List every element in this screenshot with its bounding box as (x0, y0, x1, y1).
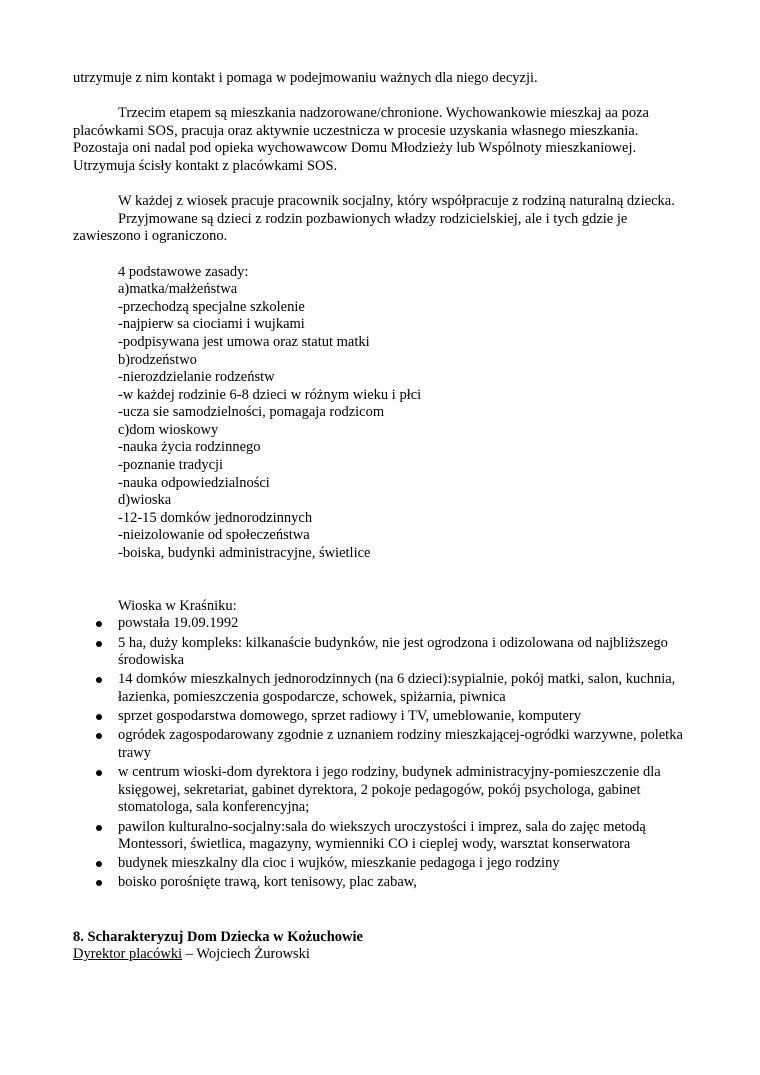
spacer (73, 563, 688, 581)
bullet-icon (96, 733, 102, 739)
rules-line: -nauka życia rodzinnego (118, 439, 261, 456)
paragraph-admission: Przyjmowane są dzieci z rodzin pozbawionych władzy rodzicielskiej, ale i tych gdzie je zawieszono i ograniczono. (73, 210, 628, 245)
rules-line: -najpierw sa ciociami i wujkami (118, 316, 305, 333)
spacer (73, 246, 688, 264)
list-item (73, 635, 688, 670)
list-item-text: w centrum wioski-dom dyrektora i jego rodziny, budynek administracyjny-pomieszczenie dla księgowej, sekretariat, gabinet dyrektora, 2 pokoje pedagogów, pokój psychologa, gabinet stomatologa, sala konferencyjna; (118, 764, 661, 816)
rules-list (118, 264, 688, 563)
spacer (73, 894, 688, 912)
spacer (73, 580, 688, 598)
paragraph-third-stage: Trzecim etapem są mieszkania nadzorowane/chronione. Wychowankowie mieszkaj aa poza placówkami SOS, pracuja oraz aktywnie uczestnicza w procesie uzyskania własnego mieszkania. Pozostaja oni nadal pod opieka wychowawcow Domu Młodzieży lub Wspólnoty mieszkaniowej. Utrzymuja ścisły kontakt z placówkami SOS. (73, 105, 649, 174)
list-item-text: sprzet gospodarstwa domowego, sprzet radiowy i TV, umeblowanie, komputery (118, 708, 581, 725)
list-item (73, 764, 688, 817)
document-page (73, 70, 688, 964)
rules-line: -nieizolowanie od społeczeństwa (118, 527, 310, 544)
paragraph-social-worker: W każdej z wiosek pracuje pracownik socjalny, który współpracuje z rodziną naturalną dziecka. (118, 193, 675, 210)
list-item-text: 14 domków mieszkalnych jednorodzinnych (na 6 dzieci):sypialnie, pokój matki, salon, kuchnia, łazienka, pomieszczenia gospodarcze, schowek, spiżarnia, piwnica (118, 671, 676, 705)
list-item (73, 708, 688, 726)
list-item-text: powstała 19.09.1992 (118, 615, 239, 632)
list-item (73, 819, 688, 854)
bullet-icon (96, 621, 102, 627)
rules-line: -poznanie tradycji (118, 457, 224, 474)
director-label: Dyrektor placówki (73, 946, 183, 963)
list-item-text: pawilon kulturalno-socjalny:sala do wiekszych uroczystości i imprez, sala do zajęc metodą Montessori, świetlica, magazyny, wymienniki CO i cieplej wody, warsztat konserwatora (118, 818, 646, 853)
rules-line: c)dom wioskowy (118, 421, 219, 438)
rules-line: -nauka odpowiedzialności (118, 474, 270, 491)
list-item-text: boisko porośnięte trawą, kort tenisowy, plac zabaw, (118, 874, 417, 891)
rules-line: b)rodzeństwo (118, 351, 197, 368)
rules-line: a)matka/małżeństwa (118, 281, 238, 298)
list-item (73, 727, 688, 762)
section-heading: 8. Scharakteryzuj Dom Dziecka w Kożuchowie (73, 928, 363, 945)
rules-line: -w każdej rodzinie 6-8 dzieci w różnym wieku i płci (118, 386, 422, 403)
bullet-icon (96, 880, 102, 886)
village-title: Wioska w Kraśniku: (118, 597, 237, 614)
rules-line: -podpisywana jest umowa oraz statut matki (118, 333, 370, 350)
rules-line: -przechodzą specjalne szkolenie (118, 298, 305, 315)
list-item-text: 5 ha, duży kompleks: kilkanaście budynków, nie jest ogrodzona i odizolowana od najbliższego środowiska (118, 634, 668, 669)
bullet-icon (96, 861, 102, 867)
rules-line: -boiska, budynki administracyjne, świetlice (118, 545, 371, 562)
list-item-text: ogródek zagospodarowany zgodnie z uznaniem rodziny mieszkającej-ogródki warzywne, poletka trawy (118, 727, 683, 761)
director-line (73, 946, 688, 964)
list-item (73, 855, 688, 873)
spacer (73, 911, 688, 929)
director-name: – Wojciech Żurowski (182, 946, 310, 963)
list-item (73, 615, 688, 633)
paragraph-contact: utrzymuje z nim kontakt i pomaga w podejmowaniu ważnych dla niego decyzji. (73, 70, 538, 86)
bullet-icon (96, 677, 102, 683)
list-item (73, 671, 688, 706)
bullet-icon (96, 714, 102, 720)
village-bullet-list (73, 615, 688, 892)
list-item (73, 874, 688, 892)
rules-line: -ucza sie samodzielności, pomagaja rodzicom (118, 404, 385, 421)
bullet-icon (96, 770, 102, 776)
rules-line: 4 podstawowe zasady: (118, 263, 249, 280)
list-item-text: budynek mieszkalny dla cioc i wujków, mieszkanie pedagoga i jego rodziny (118, 855, 560, 872)
rules-line: -nierozdzielanie rodzeństw (118, 369, 275, 386)
spacer (73, 176, 688, 194)
rules-line: -12-15 domków jednorodzinnych (118, 509, 313, 526)
spacer (73, 88, 688, 106)
rules-line: d)wioska (118, 492, 172, 509)
bullet-icon (96, 641, 102, 647)
bullet-icon (96, 825, 102, 831)
